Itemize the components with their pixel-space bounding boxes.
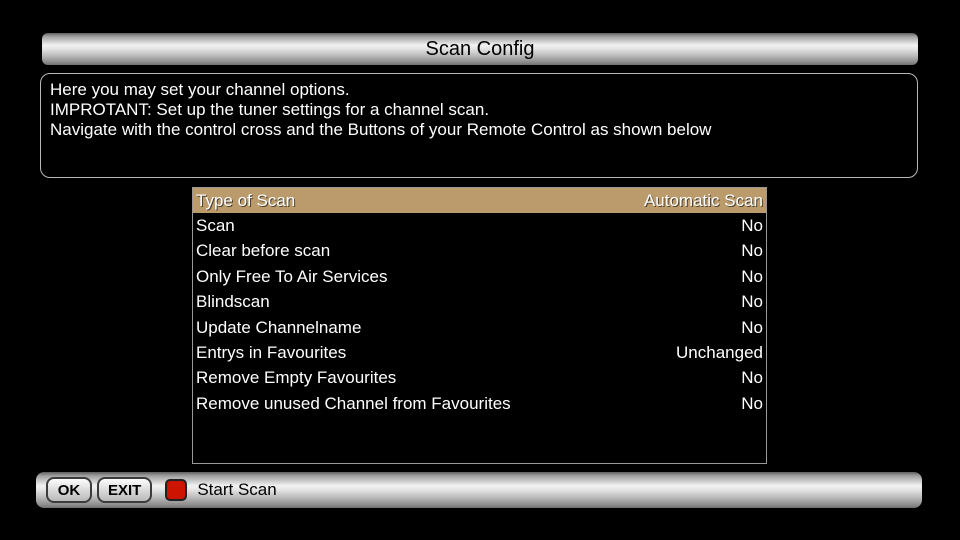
ok-button[interactable]: OK xyxy=(46,477,92,503)
footer-bar xyxy=(36,472,922,508)
row-label: Clear before scan xyxy=(196,241,331,261)
page-title: Scan Config xyxy=(425,37,535,60)
row-value: No xyxy=(741,216,763,236)
exit-button[interactable]: EXIT xyxy=(97,477,152,503)
start-scan-label: Start Scan xyxy=(197,480,277,499)
table-row[interactable] xyxy=(193,264,766,289)
row-label: Update Channelname xyxy=(196,317,362,337)
table-row[interactable] xyxy=(193,188,766,213)
row-value: Unchanged xyxy=(676,343,763,363)
row-value: No xyxy=(741,317,763,337)
table-row[interactable] xyxy=(193,391,766,416)
row-label: Entrys in Favourites xyxy=(196,343,347,363)
row-label: Only Free To Air Services xyxy=(196,266,388,286)
row-label: Remove unused Channel from Favourites xyxy=(196,393,511,413)
info-line: IMPROTANT: Set up the tuner settings for a channel scan. xyxy=(50,100,490,119)
info-box xyxy=(40,73,918,178)
row-label: Blindscan xyxy=(196,292,270,312)
row-value: No xyxy=(741,292,763,312)
table-row[interactable] xyxy=(193,213,766,238)
info-line: Navigate with the control cross and the Buttons of your Remote Control as shown below xyxy=(50,120,712,139)
table-row[interactable] xyxy=(193,315,766,340)
table-row[interactable] xyxy=(193,366,766,391)
settings-table xyxy=(192,187,767,464)
row-label: Remove Empty Favourites xyxy=(196,368,397,388)
table-row[interactable] xyxy=(193,340,766,365)
row-value: No xyxy=(741,393,763,413)
red-button-icon[interactable] xyxy=(165,479,187,501)
info-line: Here you may set your channel options. xyxy=(50,80,350,99)
row-value: No xyxy=(741,266,763,286)
row-value: No xyxy=(741,241,763,261)
row-label: Scan xyxy=(196,216,235,236)
row-value: No xyxy=(741,368,763,388)
row-label: Type of Scan xyxy=(196,190,296,210)
row-value: Automatic Scan xyxy=(643,190,763,210)
table-row[interactable] xyxy=(193,290,766,315)
title-bar xyxy=(42,33,918,65)
table-row[interactable] xyxy=(193,239,766,264)
